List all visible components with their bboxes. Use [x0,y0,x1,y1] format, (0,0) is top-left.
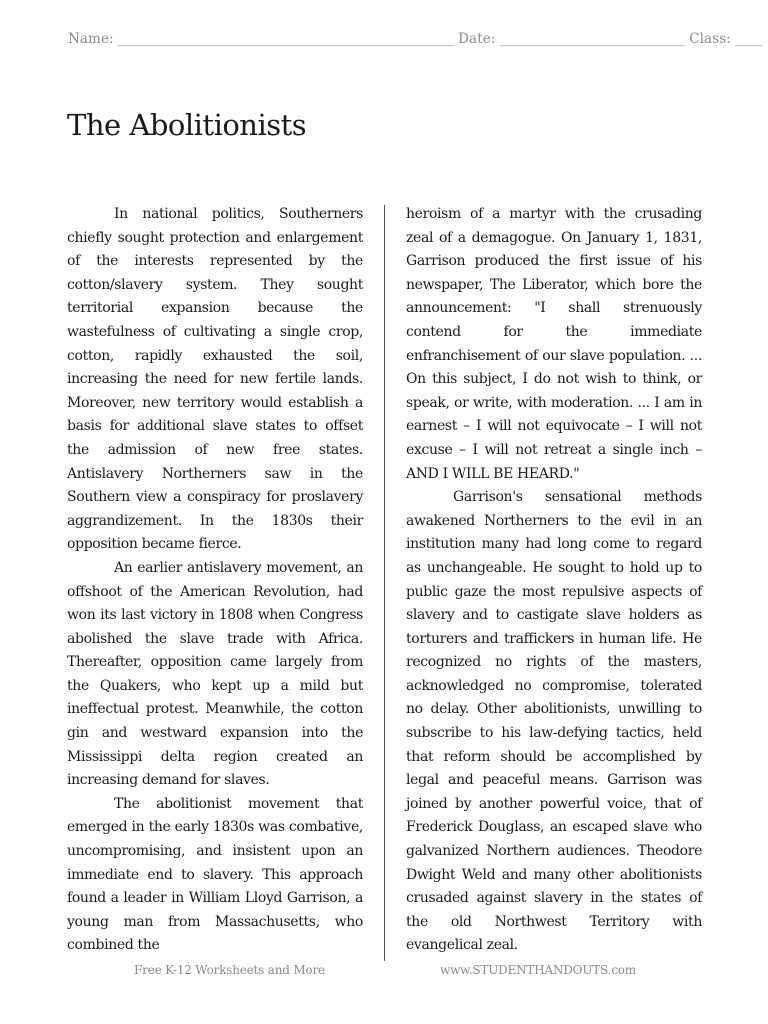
column-divider [384,205,385,961]
paragraph-garrison-liberator: heroism of a martyr with the crusading zeal of a demagogue. On January 1, 1831, Garrison produced the first issue of his newspaper, The Liberator, which bore the announcement: "I shall strenuously contend for the immediate enfranchisement of our slave population. ... On this subject, I do not wish to think, or speak, or write, with moderation. ... I am in earnest – I will not equivocate – I will not excuse – I will not retreat a single inch – AND I WILL BE HEARD." [406,206,702,482]
paragraph-garrison-methods: Garrison's sensational methods awakened Northerners to the evil in an institution many had long come to regard as unchangeable. He sought to hold up to public gaze the most repulsive aspects of slavery and to castigate slave holders as torturers and traffickers in human life. He recognized no rights of the masters, acknowledged no compromise, tolerated no delay. Other abolitionists, unwilling to subscribe to his law-defying tactics, held that reform should be accomplished by legal and peaceful means. Garrison was joined by another powerful voice, that of Frederick Douglass, an escaped slave who galvanized Northern audiences. Theodore Dwight Weld and many other abolitionists crusaded against slavery in the states of the old Northwest Territory with evangelical zeal. [406,489,702,954]
paragraph-abolitionist-movement: The abolitionist movement that emerged in the early 1830s was combative, uncompromising, and insistent upon an immediate end to slavery. This approach found a leader in William Lloyd Garrison, a young man from Massachusetts, who combined the [67,795,363,954]
student-info-header: Name: _________________________________________________ Date: ___________________________ Class: ____ [68,31,763,47]
left-column [67,203,363,958]
paragraph-earlier-movement: An earlier antislavery movement, an offshoot of the American Revolution, had won its last victory in 1808 when Congress abolished the slave trade with Africa. Thereafter, opposition came largely from the Quakers, who kept up a mild but ineffectual protest. Meanwhile, the cotton gin and westward expansion into the Mississippi delta region created an increasing demand for slaves. [67,559,363,789]
paragraph-southern-politics: In national politics, Southerners chiefly sought protection and enlargement of the interests represented by the cotton/slavery system. They sought territorial expansion because the wastefulness of cultivating a single crop, cotton, rapidly exhausted the soil, increasing the need for new fertile lands. Moreover, new territory would establish a basis for additional slave states to offset the admission of new free states. Antislavery Northerners saw in the Southern view a conspiracy for proslavery aggrandizement. In the 1830s their opposition became fierce. [67,206,363,553]
right-column [406,203,702,958]
footer-tagline: Free K-12 Worksheets and More [134,963,325,977]
document-title: The Abolitionists [67,108,307,142]
footer-website: www.STUDENTHANDOUTS.com [440,963,636,977]
